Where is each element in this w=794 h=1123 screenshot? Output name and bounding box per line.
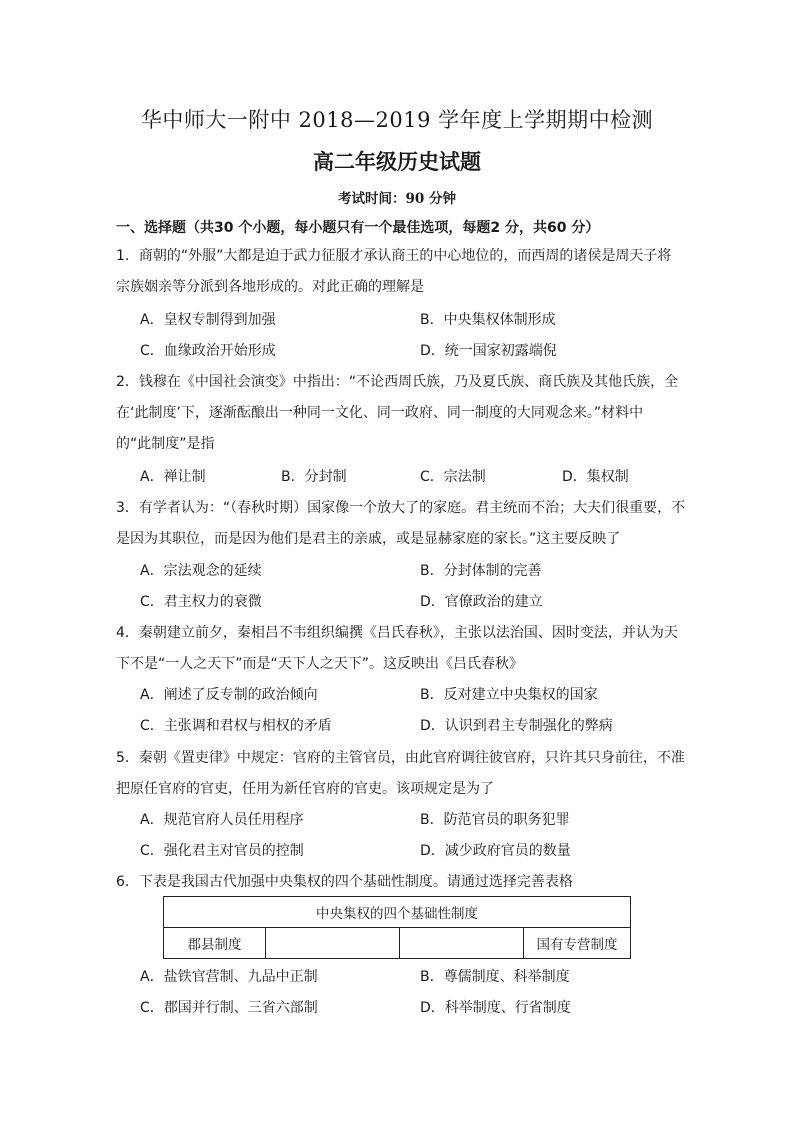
question-2-option-a: A．禅让制 — [140, 469, 206, 485]
question-5-line-2: 把原任官府的官吏，任用为新任官府的官吏。该项规定是为了 — [116, 781, 494, 797]
table-cell-4: 国有专营制度 — [524, 928, 631, 959]
question-6-line-1: 6．下表是我国古代加强中央集权的四个基础性制度。请通过选择完善表格 — [116, 874, 573, 890]
institutions-table — [163, 896, 631, 959]
question-6-option-c: C．郡国并行制、三省六部制 — [140, 1000, 318, 1016]
table-cell-1: 郡县制度 — [164, 928, 266, 959]
section-heading: 一、选择题（共30 个小题，每小题只有一个最佳选项，每题2 分，共60 分） — [116, 220, 600, 236]
question-5-option-b: B．防范官员的职务犯罪 — [420, 812, 570, 828]
question-1-line-2: 宗族姻亲等分派到各地形成的。对此正确的理解是 — [116, 279, 424, 295]
question-6-option-b: B．尊儒制度、科举制度 — [420, 969, 570, 985]
table-cell-2-blank — [266, 928, 400, 959]
question-4-option-a: A．阐述了反专制的政治倾向 — [140, 687, 318, 703]
question-3-line-2: 是因为其职位，而是因为他们是君主的亲戚，或是显赫家庭的家长。”这主要反映了 — [116, 531, 621, 547]
question-3-line-1: 3．有学者认为：“（春秋时期）国家像一个放大了的家庭。君主统而不治；大夫们很重要，不 — [116, 500, 686, 516]
question-3-option-c: C．君主权力的衰微 — [140, 594, 262, 610]
question-2-line-2: 在‘此制度’下，逐渐酝酿出一种同一文化、同一政府、同一制度的大同观念来。”材料中 — [116, 405, 644, 421]
question-4-line-1: 4．秦朝建立前夕，秦相吕不韦组织编撰《吕氏春秋》，主张以法治国、因时变法，并认为天 — [116, 625, 678, 641]
question-4-option-c: C．主张调和君权与相权的矛盾 — [140, 718, 332, 734]
exam-title: 华中师大一附中 2018—2019 学年度上学期期中检测 — [140, 108, 654, 132]
question-5-line-1: 5．秦朝《置吏律》中规定：官府的主管官员，由此官府调往彼官府，只许其只身前往，不准 — [116, 750, 685, 766]
question-4-option-b: B．反对建立中央集权的国家 — [420, 687, 598, 703]
question-3-option-b: B．分封体制的完善 — [420, 563, 542, 579]
table-header-cell: 中央集权的四个基础性制度 — [164, 897, 631, 928]
table-cell-3-blank — [400, 928, 524, 959]
question-4-option-d: D．认识到君主专制强化的弊病 — [420, 718, 613, 734]
question-4-line-2: 下不是“一人之天下”而是“天下人之天下”。这反映出《吕氏春秋》 — [116, 656, 524, 672]
question-1-option-b: B．中央集权体制形成 — [420, 312, 556, 328]
question-5-option-c: C．强化君主对官员的控制 — [140, 843, 304, 859]
question-2-option-b: B．分封制 — [281, 469, 347, 485]
exam-duration: 考试时间：90 分钟 — [338, 191, 456, 207]
question-2-option-c: C．宗法制 — [420, 469, 486, 485]
question-6-option-a: A．盐铁官营制、九品中正制 — [140, 969, 318, 985]
table-header-row — [164, 897, 631, 928]
question-1-option-c: C．血缘政治开始形成 — [140, 343, 276, 359]
question-2-option-d: D．集权制 — [562, 469, 629, 485]
question-2-line-1: 2．钱穆在《中国社会演变》中指出：“不论西周氏族，乃及夏氏族、商氏族及其他氏族，全 — [116, 374, 679, 390]
question-1-option-d: D．统一国家初露端倪 — [420, 343, 557, 359]
question-3-option-a: A．宗法观念的延续 — [140, 563, 262, 579]
question-6-option-d: D．科举制度、行省制度 — [420, 1000, 571, 1016]
question-3-option-d: D．官僚政治的建立 — [420, 594, 543, 610]
question-1-option-a: A．皇权专制得到加强 — [140, 312, 276, 328]
question-1-line-1: 1．商朝的“外服”大都是迫于武力征服才承认商王的中心地位的，而西周的诸侯是周天子将 — [116, 248, 672, 264]
question-5-option-d: D．减少政府官员的数量 — [420, 843, 571, 859]
table-row — [164, 928, 631, 959]
question-5-option-a: A．规范官府人员任用程序 — [140, 812, 304, 828]
question-2-line-3: 的“此制度”是指 — [116, 436, 215, 452]
exam-subtitle: 高二年级历史试题 — [313, 149, 481, 174]
